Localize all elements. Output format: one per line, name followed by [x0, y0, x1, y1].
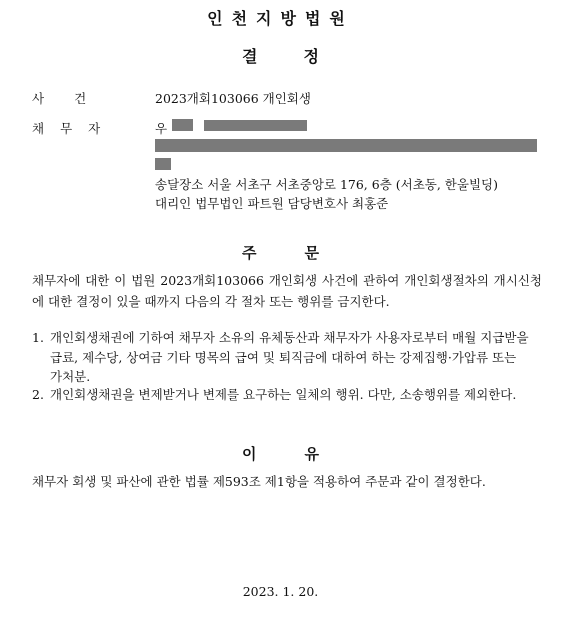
redaction-bar [172, 119, 193, 131]
court-name: 인천지방법원 [207, 9, 354, 28]
service-address: 송달장소 서울 서초구 서초중앙로 176, 6층 (서초동, 한울빌딩) [155, 177, 498, 192]
order-title-right: 문 [304, 244, 319, 262]
list-item-text: 개인회생채권을 변제받거나 변제를 요구하는 일체의 행위. 다만, 소송행위를 제외한다. [50, 387, 517, 402]
decision-date: 2023. 1. 20. [242, 584, 319, 599]
case-label: 사건 [32, 91, 117, 106]
list-item [32, 385, 532, 405]
redaction-bar [155, 158, 171, 170]
legal-agent: 대리인 법무법인 파트원 담당변호사 최홍준 [155, 196, 389, 211]
document-title [0, 44, 561, 67]
redaction-bar [204, 120, 307, 131]
reason-section-title [0, 443, 561, 464]
document-title-left: 결 [242, 47, 258, 66]
case-value: 2023개회103066 개인회생 [155, 91, 311, 106]
debtor-name: 우 [155, 121, 168, 136]
order-intro: 채무자에 대한 이 법원 2023개회103066 개인회생 사건에 관하여 개인회생절차의 개시신청에 대한 결정이 있을 때까지 다음의 각 절차 또는 행위를 금지한다. [32, 273, 542, 309]
document-title-right: 정 [303, 47, 319, 66]
debtor-label: 채무자 [32, 121, 117, 136]
reason-title-right: 유 [304, 445, 319, 463]
redaction-bar [155, 139, 537, 152]
list-item-number: 2. [32, 387, 44, 402]
list-item [32, 328, 532, 387]
order-section-title [0, 242, 561, 263]
reason-title-left: 이 [242, 445, 257, 463]
reason-text: 채무자 회생 및 파산에 관한 법률 제593조 제1항을 적용하여 주문과 같이 결정한다. [32, 474, 486, 489]
list-item-number: 1. [32, 330, 44, 345]
order-title-left: 주 [242, 244, 257, 262]
list-item-text: 개인회생채권에 기하여 채무자 소유의 유체동산과 채무자가 사용자로부터 매월 지급받을 급료, 제수당, 상여금 기타 명목의 급여 및 퇴직금에 대하여 하는 강제집행·가압류 또는 가처분. [50, 330, 529, 384]
